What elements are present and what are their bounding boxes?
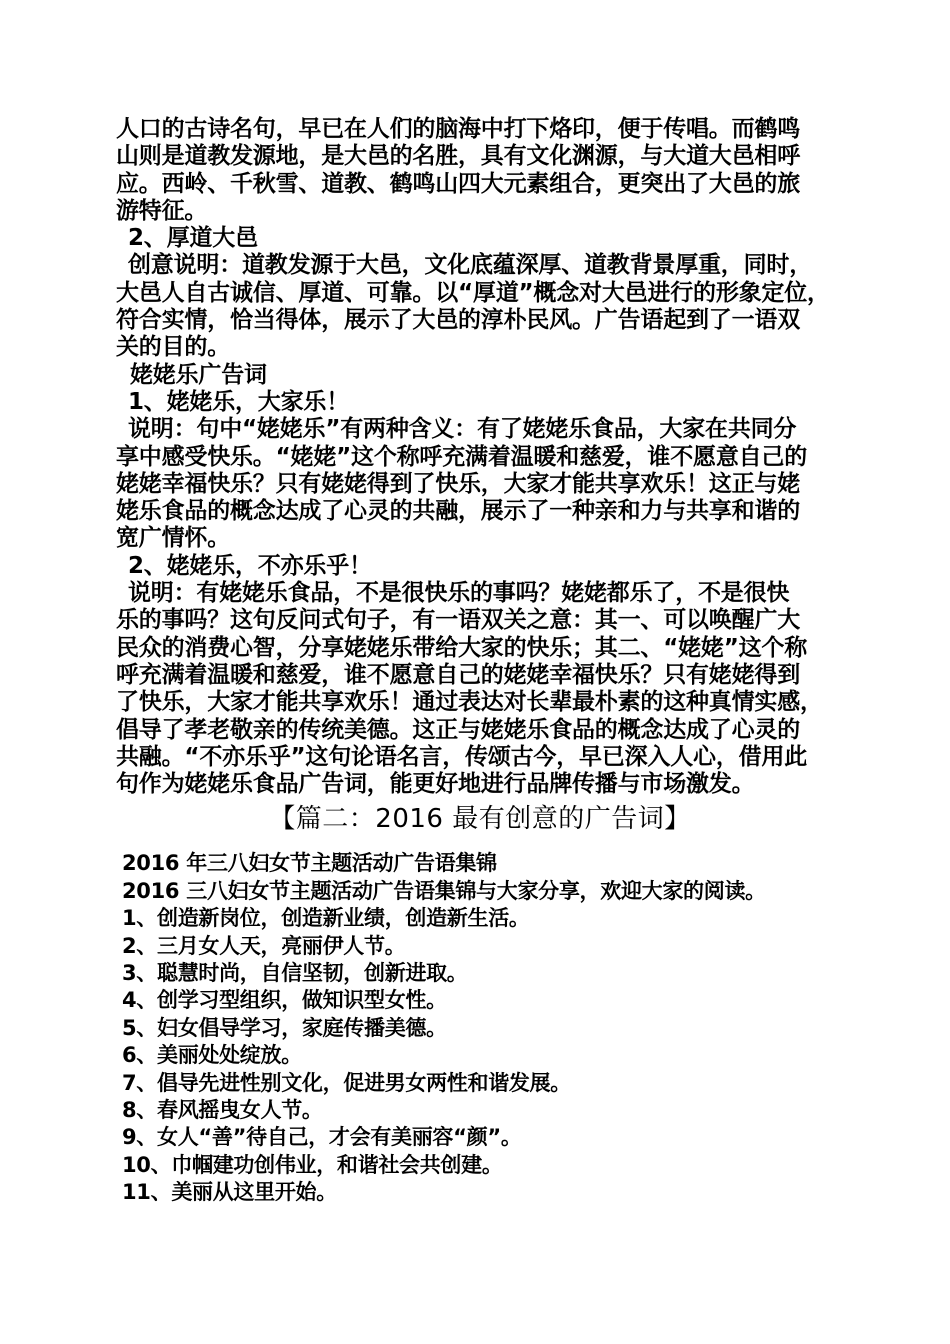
text-line: 共融。“不亦乐乎”这句论语名言，传颂古今，早已深入人心，借用此 <box>116 743 808 770</box>
list-item: 4、创学习型组织，做知识型女性。 <box>122 988 447 1013</box>
list-item: 6、美丽处处绽放。 <box>122 1043 302 1068</box>
text-line: 姥姥幸福快乐？只有姥姥得到了快乐，大家才能共享欢乐！这正与姥 <box>116 470 801 497</box>
text-line: 人口的古诗名句，早已在人们的脑海中打下烙印，便于传唱。而鹤鸣 <box>116 116 801 142</box>
list-item: 11、美丽从这里开始。 <box>122 1180 337 1205</box>
list-item: 8、春风摇曳女人节。 <box>122 1098 323 1123</box>
text-line: 关的目的。 <box>116 334 231 361</box>
list-title: 2016 年三八妇女节主题活动广告语集锦 <box>122 851 497 876</box>
text-line: 乐的事吗？这句反问式句子，有一语双关之意：其一、可以唤醒广大 <box>116 607 801 634</box>
article-part-one <box>116 116 844 798</box>
list-item: 1、创造新岗位，创造新业绩，创造新生活。 <box>122 906 530 931</box>
item-title: 2、姥姥乐，不亦乐乎！ <box>128 552 372 579</box>
text-line: 山则是道教发源地，是大邑的名胜，具有文化渊源，与大道大邑相呼 <box>116 143 801 170</box>
text-line: 呼充满着温暖和慈爱，谁不愿意自己的姥姥幸福快乐？只有姥姥得到 <box>116 661 801 688</box>
list-item: 2、三月女人天，亮丽伊人节。 <box>122 933 406 958</box>
text-line: 游特征。 <box>116 197 208 224</box>
text-line: 符合实情，恰当得体，展示了大邑的淳朴民风。广告语起到了一语双 <box>116 307 801 334</box>
list-item: 5、妇女倡导学习，家庭传播美德。 <box>122 1015 447 1040</box>
text-line: 句作为姥姥乐食品广告词，能更好地进行品牌传播与市场激发。 <box>116 771 755 798</box>
text-line: 说明：有姥姥乐食品，不是很快乐的事吗？姥姥都乐了，不是很快 <box>128 580 790 607</box>
text-line: 宽广情怀。 <box>116 525 231 552</box>
text-line: 创意说明：道教发源于大邑，文化底蕴深厚、道教背景厚重，同时， <box>128 252 813 279</box>
list-item: 10、巾帼建功创伟业，和谐社会共创建。 <box>122 1152 503 1177</box>
section-heading: 【篇二：2016 最有创意的广告词】 <box>269 804 691 835</box>
item-title: 1、姥姥乐，大家乐！ <box>128 388 350 415</box>
list-item: 7、倡导先进性别文化，促进男女两性和谐发展。 <box>122 1070 572 1095</box>
article-part-two <box>116 850 844 1206</box>
list-item: 3、聪慧时尚，自信坚韧，创新进取。 <box>122 961 468 986</box>
text-line: 应。西岭、千秋雪、道教、鹤鸣山四大元素组合，更突出了大邑的旅 <box>116 170 801 197</box>
sub-heading: 姥姥乐广告词 <box>130 361 267 388</box>
list-item: 9、女人“善”待自己，才会有美丽容“颜”。 <box>122 1125 522 1150</box>
text-line: 姥乐食品的概念达成了心灵的共融，展示了一种亲和力与共享和谐的 <box>116 498 801 525</box>
document-page <box>116 116 844 1207</box>
item-title: 2、厚道大邑 <box>128 225 258 252</box>
text-line: 说明：句中“姥姥乐”有两种含义：有了姥姥乐食品，大家在共同分 <box>128 416 797 443</box>
text-line: 民众的消费心智，分享姥姥乐带给大家的快乐；其二、“姥姥”这个称 <box>116 634 808 661</box>
text-line: 了快乐，大家才能共享欢乐！通过表达对长辈最朴素的这种真情实感， <box>116 689 823 716</box>
list-intro: 2016 三八妇女节主题活动广告语集锦与大家分享，欢迎大家的阅读。 <box>122 878 766 903</box>
text-line: 倡导了孝老敬亲的传统美德。这正与姥姥乐食品的概念达成了心灵的 <box>116 716 801 743</box>
text-line: 大邑人自古诚信、厚道、可靠。以“厚道”概念对大邑进行的形象定位， <box>116 279 830 306</box>
text-line: 享中感受快乐。“姥姥”这个称呼充满着温暖和慈爱，谁不愿意自己的 <box>116 443 808 470</box>
